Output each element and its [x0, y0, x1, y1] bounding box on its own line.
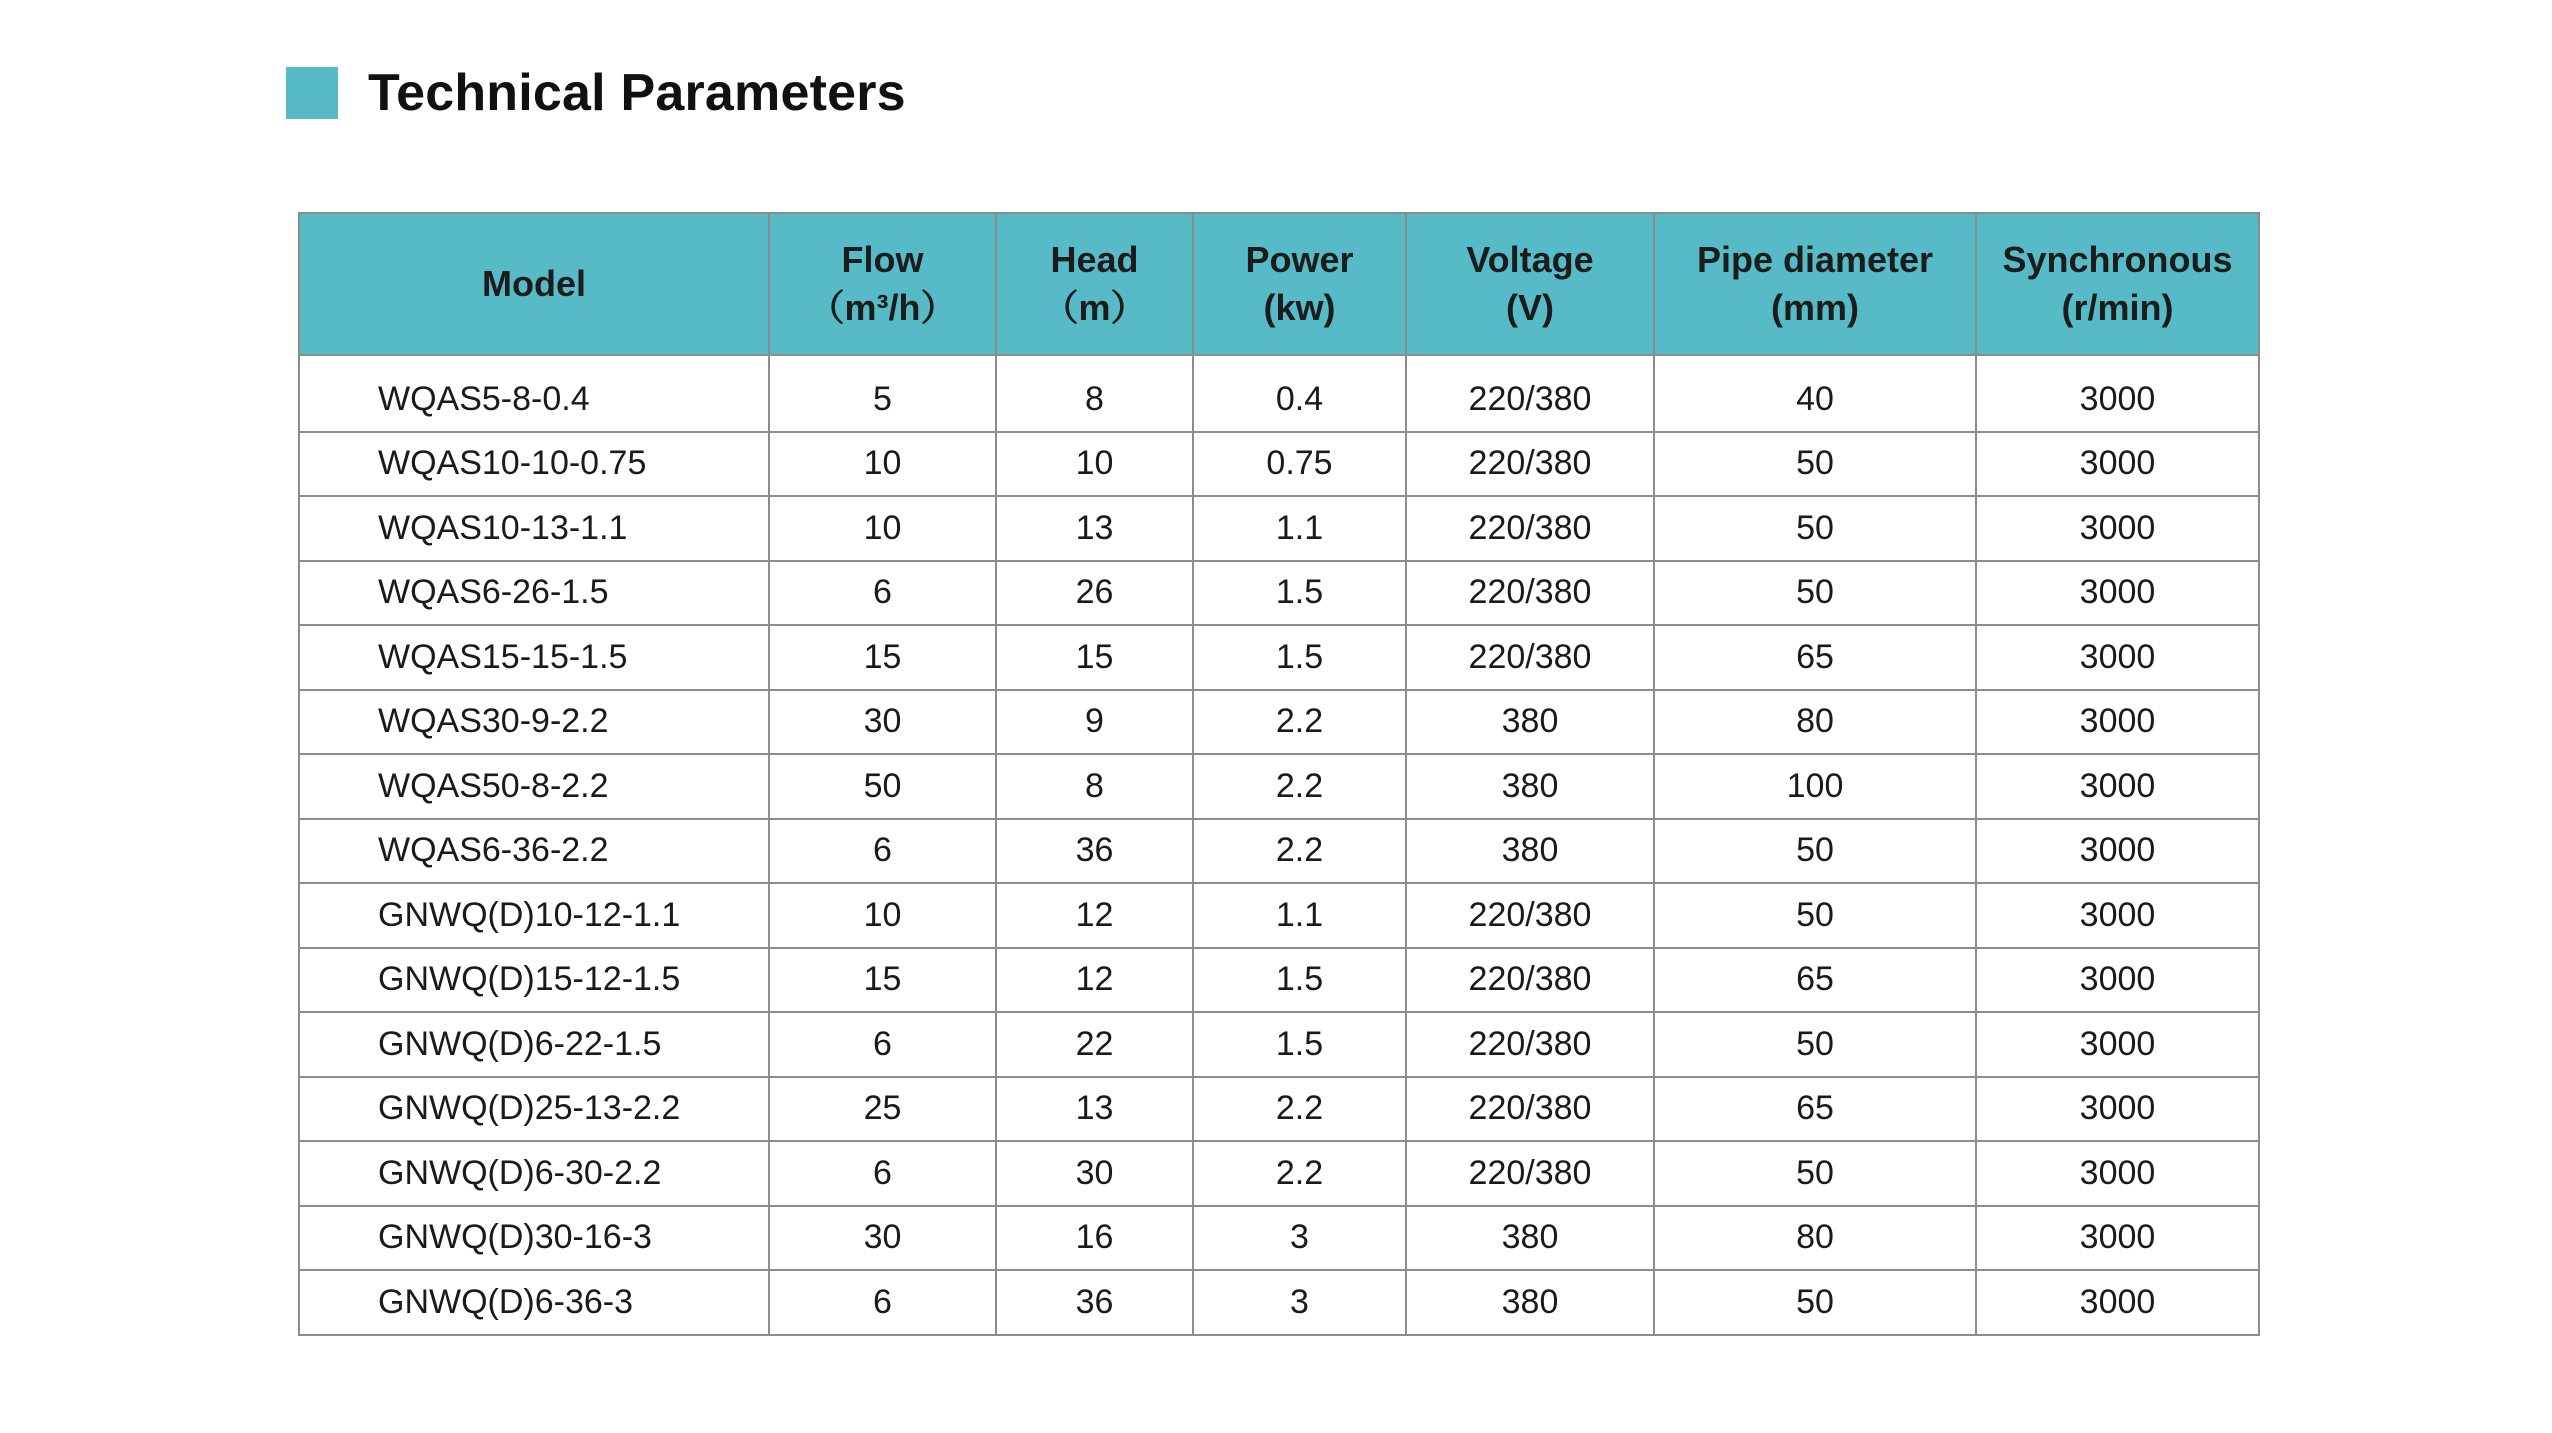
cell-model: WQAS6-26-1.5 [299, 561, 769, 626]
table-row [299, 625, 2259, 690]
cell-voltage: 220/380 [1406, 1141, 1654, 1206]
cell-model: GNWQ(D)15-12-1.5 [299, 948, 769, 1013]
cell-voltage: 220/380 [1406, 883, 1654, 948]
cell-flow: 6 [769, 561, 996, 626]
cell-power: 2.2 [1193, 690, 1406, 755]
cell-pipe-diameter: 50 [1654, 432, 1976, 497]
table-row [299, 1077, 2259, 1142]
section-marker-square [286, 67, 338, 119]
cell-power: 2.2 [1193, 754, 1406, 819]
cell-power: 2.2 [1193, 1077, 1406, 1142]
cell-synchronous: 3000 [1976, 1077, 2259, 1142]
cell-head: 15 [996, 625, 1193, 690]
cell-power: 1.5 [1193, 1012, 1406, 1077]
cell-model: GNWQ(D)30-16-3 [299, 1206, 769, 1271]
table-body [299, 355, 2259, 1335]
cell-synchronous: 3000 [1976, 819, 2259, 884]
cell-head: 8 [996, 355, 1193, 432]
cell-model: WQAS30-9-2.2 [299, 690, 769, 755]
cell-head: 16 [996, 1206, 1193, 1271]
cell-voltage: 220/380 [1406, 1077, 1654, 1142]
cell-model: WQAS10-13-1.1 [299, 496, 769, 561]
column-header-unit: （m） [1042, 287, 1147, 328]
cell-model: WQAS15-15-1.5 [299, 625, 769, 690]
cell-pipe-diameter: 50 [1654, 1141, 1976, 1206]
section-header [286, 66, 906, 120]
cell-synchronous: 3000 [1976, 432, 2259, 497]
table-row [299, 754, 2259, 819]
cell-model: WQAS50-8-2.2 [299, 754, 769, 819]
cell-head: 36 [996, 819, 1193, 884]
cell-pipe-diameter: 50 [1654, 1012, 1976, 1077]
column-header-label: Head [1050, 239, 1139, 280]
cell-flow: 6 [769, 1012, 996, 1077]
cell-pipe-diameter: 40 [1654, 355, 1976, 432]
cell-pipe-diameter: 65 [1654, 1077, 1976, 1142]
cell-synchronous: 3000 [1976, 1141, 2259, 1206]
cell-head: 10 [996, 432, 1193, 497]
column-header-power [1193, 213, 1406, 355]
cell-synchronous: 3000 [1976, 355, 2259, 432]
cell-head: 22 [996, 1012, 1193, 1077]
cell-head: 13 [996, 1077, 1193, 1142]
table-row [299, 690, 2259, 755]
cell-flow: 6 [769, 1270, 996, 1335]
table-row [299, 1270, 2259, 1335]
table-row [299, 819, 2259, 884]
cell-flow: 50 [769, 754, 996, 819]
column-header-unit: (mm) [1771, 287, 1859, 328]
column-header-unit: (kw) [1263, 287, 1336, 328]
page-title: Technical Parameters [368, 64, 906, 122]
table-row [299, 1206, 2259, 1271]
cell-pipe-diameter: 50 [1654, 1270, 1976, 1335]
cell-flow: 15 [769, 948, 996, 1013]
cell-power: 3 [1193, 1206, 1406, 1271]
cell-voltage: 220/380 [1406, 496, 1654, 561]
technical-parameters-table [298, 212, 2260, 1336]
column-header-label: Voltage [1466, 239, 1594, 280]
cell-voltage: 220/380 [1406, 561, 1654, 626]
cell-synchronous: 3000 [1976, 561, 2259, 626]
cell-model: GNWQ(D)10-12-1.1 [299, 883, 769, 948]
cell-flow: 5 [769, 355, 996, 432]
column-header-model [299, 213, 769, 355]
cell-power: 0.4 [1193, 355, 1406, 432]
table-row [299, 883, 2259, 948]
column-header-synchronous [1976, 213, 2259, 355]
cell-synchronous: 3000 [1976, 948, 2259, 1013]
table-header [299, 213, 2259, 355]
cell-flow: 10 [769, 883, 996, 948]
cell-pipe-diameter: 50 [1654, 883, 1976, 948]
cell-voltage: 220/380 [1406, 355, 1654, 432]
cell-synchronous: 3000 [1976, 690, 2259, 755]
cell-power: 1.5 [1193, 948, 1406, 1013]
cell-voltage: 220/380 [1406, 1012, 1654, 1077]
cell-flow: 25 [769, 1077, 996, 1142]
cell-flow: 15 [769, 625, 996, 690]
cell-pipe-diameter: 50 [1654, 496, 1976, 561]
cell-head: 36 [996, 1270, 1193, 1335]
cell-flow: 6 [769, 1141, 996, 1206]
cell-head: 26 [996, 561, 1193, 626]
column-header-label: Synchronous [2002, 239, 2233, 280]
table-row [299, 496, 2259, 561]
cell-flow: 10 [769, 496, 996, 561]
cell-power: 1.1 [1193, 496, 1406, 561]
cell-pipe-diameter: 100 [1654, 754, 1976, 819]
cell-head: 12 [996, 883, 1193, 948]
cell-voltage: 380 [1406, 754, 1654, 819]
cell-model: WQAS6-36-2.2 [299, 819, 769, 884]
cell-synchronous: 3000 [1976, 625, 2259, 690]
cell-voltage: 380 [1406, 690, 1654, 755]
cell-voltage: 380 [1406, 1270, 1654, 1335]
cell-model: GNWQ(D)6-36-3 [299, 1270, 769, 1335]
cell-synchronous: 3000 [1976, 1206, 2259, 1271]
cell-synchronous: 3000 [1976, 1270, 2259, 1335]
column-header-head [996, 213, 1193, 355]
cell-synchronous: 3000 [1976, 883, 2259, 948]
cell-voltage: 380 [1406, 1206, 1654, 1271]
column-header-label: Power [1245, 239, 1354, 280]
cell-model: WQAS10-10-0.75 [299, 432, 769, 497]
cell-voltage: 220/380 [1406, 625, 1654, 690]
cell-flow: 10 [769, 432, 996, 497]
column-header-label: Flow [841, 239, 924, 280]
cell-head: 12 [996, 948, 1193, 1013]
cell-power: 2.2 [1193, 1141, 1406, 1206]
cell-power: 1.1 [1193, 883, 1406, 948]
cell-flow: 6 [769, 819, 996, 884]
cell-flow: 30 [769, 690, 996, 755]
cell-model: WQAS5-8-0.4 [299, 355, 769, 432]
cell-pipe-diameter: 50 [1654, 819, 1976, 884]
column-header-unit: (r/min) [2061, 287, 2174, 328]
cell-voltage: 220/380 [1406, 948, 1654, 1013]
cell-pipe-diameter: 65 [1654, 948, 1976, 1013]
column-header-pipe-diameter [1654, 213, 1976, 355]
cell-power: 1.5 [1193, 625, 1406, 690]
column-header-unit: (V) [1506, 287, 1554, 328]
cell-synchronous: 3000 [1976, 754, 2259, 819]
cell-model: GNWQ(D)6-30-2.2 [299, 1141, 769, 1206]
cell-head: 8 [996, 754, 1193, 819]
cell-power: 3 [1193, 1270, 1406, 1335]
column-header-voltage [1406, 213, 1654, 355]
table-row [299, 355, 2259, 432]
cell-head: 30 [996, 1141, 1193, 1206]
table-header-row [299, 213, 2259, 355]
table-row [299, 948, 2259, 1013]
cell-pipe-diameter: 50 [1654, 561, 1976, 626]
table-row [299, 432, 2259, 497]
table-row [299, 561, 2259, 626]
cell-power: 2.2 [1193, 819, 1406, 884]
cell-pipe-diameter: 80 [1654, 1206, 1976, 1271]
column-header-unit: （m³/h） [808, 287, 957, 328]
table-row [299, 1012, 2259, 1077]
column-header-label: Pipe diameter [1696, 239, 1934, 280]
cell-model: GNWQ(D)6-22-1.5 [299, 1012, 769, 1077]
cell-voltage: 220/380 [1406, 432, 1654, 497]
cell-pipe-diameter: 80 [1654, 690, 1976, 755]
cell-model: GNWQ(D)25-13-2.2 [299, 1077, 769, 1142]
cell-pipe-diameter: 65 [1654, 625, 1976, 690]
cell-voltage: 380 [1406, 819, 1654, 884]
cell-power: 1.5 [1193, 561, 1406, 626]
column-header-flow [769, 213, 996, 355]
column-header-label: Model [482, 263, 586, 304]
cell-synchronous: 3000 [1976, 1012, 2259, 1077]
cell-head: 9 [996, 690, 1193, 755]
table-row [299, 1141, 2259, 1206]
cell-head: 13 [996, 496, 1193, 561]
cell-flow: 30 [769, 1206, 996, 1271]
cell-power: 0.75 [1193, 432, 1406, 497]
cell-synchronous: 3000 [1976, 496, 2259, 561]
